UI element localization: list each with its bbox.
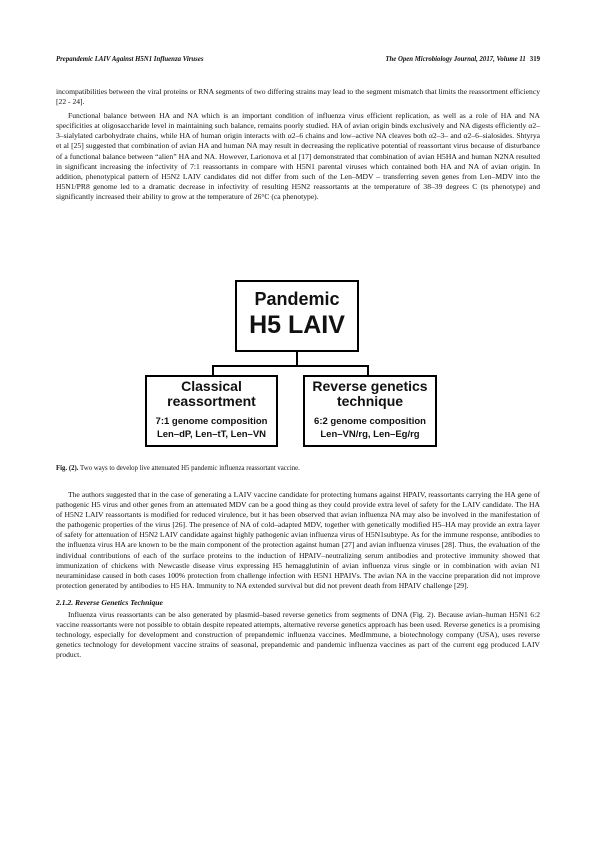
section-heading: 2.1.2. Reverse Genetics Technique [56, 597, 163, 607]
figure-caption [56, 464, 540, 473]
box-classical [145, 375, 278, 447]
paragraph-4: Influenza virus reassortants can be also generated by plasmid–based reverse genetics from segments of DNA (Fig. 2). Because avian–human H5N1 6:2 vaccine reassortants were not possible to obtain despite repeated attempts, alternative reverse genetics approach has been used. Reverse genetics is a promising technology, especially for development and construction of prepandemic influenza vaccines. MedImmune, a biotechnology company (USA), uses reverse genetics technology for development vaccine strains of seasonal, prepandemic and pandemic influenza vaccines as part of the current egg produced LAIV product. [56, 609, 540, 660]
box-reverse-line1: Reverse genetics [312, 378, 428, 394]
page-number: 319 [529, 56, 540, 63]
connector-vertical [296, 352, 298, 366]
paragraph-1: incompatibilities between the viral proteins or RNA segments of two differing strains may lead to the segment mismatch that limits the reassortment efficiency [22 - 24]. [56, 87, 540, 107]
box-classical-line1: Classical [181, 378, 242, 394]
box-classical-line2: reassortment [167, 393, 256, 409]
box-classical-line4: Len–dP, Len–tT, Len–VN [156, 429, 267, 440]
paragraph-2: Functional balance between HA and NA which is an important condition of influenza virus efficient replication, as well as a role of HA and NA specificities at oligosaccharide level in maintaining such balance, remains poorly studied. HA of avian origin binds exclusively and NA digests efficiently α2–3–sialylated carbohydrate chains, while HA of human origin interacts with α2–6 chains and low–active NA cleaves both α2–3– and α2–6–sialosides. Shtyrya et al [25] suggested that combination of avian HA and human NA may result in decreasing the replicative potential of reassortant virus because of disturbance of a functional balance between “alien” HA and NA. However, Larionova et al [17] demonstrated that combination of avian H5HA and human N2NA resulted in significant increasing the infectivity of 7:1 reassortants in compare with H5N1 parental viruses which contained both HA and NA of avian origin. In addition, phenotypical pattern of H5N2 LAIV candidates did not differ from such of the Len–MDV – transferring seven genes from Len–MDV into the H5N1/PR8 genome led to a dramatic decrease in infectivity of resulting H5N2 reassortants at the temperature of 38–39 degrees C (ts phenotype) and significantly increased their ability to grow at the temperature of 26°C (ca phenotype). [56, 111, 540, 201]
journal-name: The Open Microbiology Journal, 2017, Volume 11 [385, 56, 526, 63]
text-block-bottom [56, 490, 540, 660]
header-right [385, 56, 540, 63]
box-reverse-line2: technique [336, 393, 404, 409]
caption-text: Two ways to develop live attenuated H5 pandemic influenza reassortant vaccine. [80, 465, 300, 472]
box-reverse-genetics [303, 375, 437, 447]
box-reverse-line3: 6:2 genome composition [314, 416, 426, 427]
box-pandemic-line1: Pandemic [254, 289, 340, 309]
box-pandemic-line2: H5 LAIV [249, 311, 345, 339]
caption-label: Fig. (2). [56, 465, 79, 472]
box-classical-line3: 7:1 genome composition [155, 416, 268, 427]
header-left: Prepandemic LAIV Against H5N1 Influenza Viruses [56, 56, 204, 63]
paragraph-3: The authors suggested that in the case of generating a LAIV vaccine candidate for protecting humans against HPAIV, reassortants carrying the HA gene of pathogenic H5 virus and other genes from an attenuated MDV can be a good thing as they could provide extra level of safety for the LAIV candidate. The HA of H5N2 LAIV reassortants is modified for reduced virulence, but it has been observed that avian influenza NA may also be involved in the manifestation of the pathogenic properties of the virus [26]. The presence of NA of cold–adapted MDV, together with genetically modified H5–HA may provide an extra layer of safety for attenuation of H5N2 LAIV candidate against highly pathogenic avian influenza virus of H5N1subtype. As for the immune response, antibodies to the influenza virus HA are known to be the main component of the protection against human [27] and avian influenza viruses [28]. Thus, the evaluation of the individual contributions of each of the surface proteins to the induction of HPAIV–neutralizing serum antibodies and protective immunity showed that immunization of chickens with Newcastle disease virus expressing H5 hemagglutinin of avian influenza virus single or in combination with avian N1 neuraminidase caused in both cases 100% protection from challenge infection with H5N1 HPAIVs. The avian NA in the vaccine preparation did not improve protection generated by antibodies to H5 HA. Immunity to NA extended survival but did not prevent death from HPAIV challenge [29]. [56, 490, 540, 590]
box-pandemic [235, 280, 359, 352]
connector-horizontal [212, 365, 369, 367]
box-reverse-line4: Len–VN/rg, Len–Eg/rg [320, 429, 420, 440]
text-block-top [56, 87, 540, 202]
